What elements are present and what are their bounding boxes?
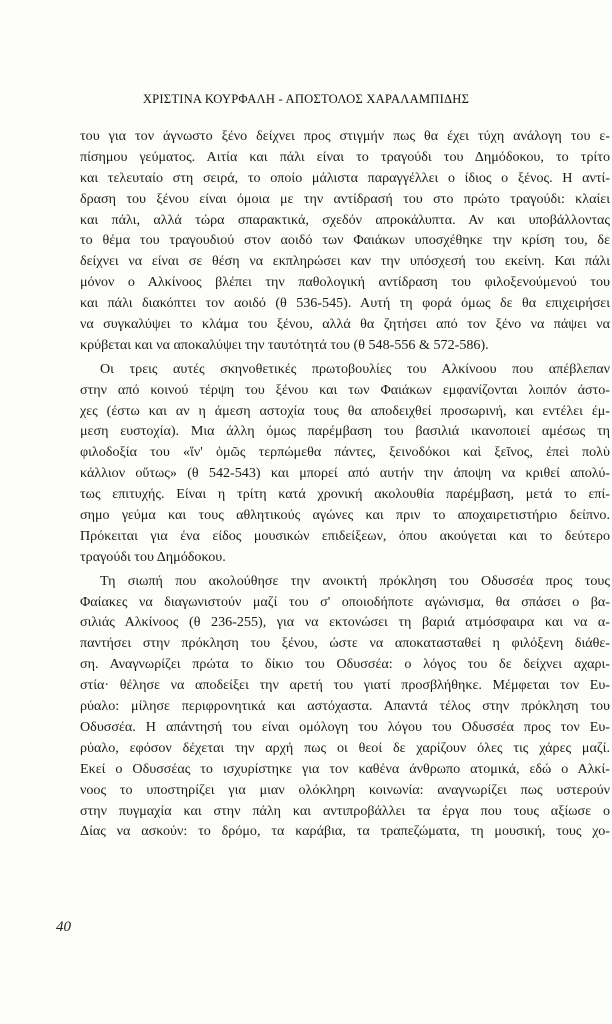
text-line: τως επιτυχής. Είναι η τρίτη κατά χρονική ακολουθία παρέμβαση, μετά το επί- [80, 486, 610, 503]
text-line: και τελευταίο στη σειρά, το οποίο μάλιστα παραγγέλλει ο ίδιος ο ξένος. Η αντί- [80, 169, 610, 186]
text-line: κρύβεται και να αποκαλύψει την ταυτότητά του (θ 548-556 & 572-586). [80, 336, 489, 353]
text-line: μεση ευστοχία). Μια άλλη όμως παρέμβαση του βασιλιά ικανοποιεί αμέσως τη [80, 423, 610, 440]
text-line: παντήσει στην πρόκληση του ξένου, ώστε να αποκατασταθεί η φιλόξενη διάθε- [80, 635, 610, 652]
text-line: κάλλιον οὕτως» (θ 542-543) και μπορεί από αυτήν την άποψη να κριθεί απολύ- [80, 465, 610, 482]
paragraph [80, 571, 610, 843]
text-line: δραση του ξένου είναι όμοια με την αντίδρασή του στο πρώτο τραγούδι: κλαίει [80, 190, 610, 207]
text-line: φιλοδοξία του «ἵν' ὁμῶς τερπώμεθα πάντες, ξεινοδόκοι καὶ ξεῖνος, ἐπεὶ πολὺ [80, 444, 610, 461]
text-line: Φαίακες να διαγωνιστούν μαζί του σ' οποιοδήποτε αγώνισμα, θα σπάσει ο βα- [80, 593, 610, 610]
text-line: στην πυγμαχία και στην πάλη και αντιπροβάλλει τα έργα που τους αξίωσε ο [80, 802, 610, 819]
paragraph [80, 359, 610, 568]
text-line: του για τον άγνωστο ξένο δείχνει προς στιγμήν πως θα έχει τύχη ανάλογη του ε- [80, 128, 610, 144]
text-line: στην από κοινού τέρψη του ξένου και των Φαιάκων εμφανίζονται λοιπόν άστο- [80, 381, 610, 398]
text-line: σημο γεύμα και τους αθλητικούς αγώνες και πριν το αποχαιρετιστήριο δείπνο. [80, 507, 610, 524]
page-number: 40 [56, 919, 71, 935]
text-line: νοος το υποστηρίζει για μιαν ολόκληρη κοινωνία: αναγνωρίζει πως υστερούν [80, 781, 610, 798]
text-line: και πάλι διακόπτει τον αοιδό (θ 536-545). Αυτή τη φορά όμως δε θα επιχειρήσει [80, 295, 610, 312]
text-line: να συγκαλύψει το κλάμα του ξένου, αλλά θα ζητήσει από τον ξένο να πάψει να [80, 316, 610, 333]
body-text [80, 126, 610, 842]
text-line: ρύαλο: μίλησε περιφρονητικά και αστόχαστα. Απαντά τέλος στην πρόκληση του [80, 698, 610, 715]
text-line: Πρόκειται για ένα είδος μουσικών επιδείξεων, όπου ακούγεται και το δεύτερο [80, 527, 610, 544]
paragraph [80, 126, 610, 356]
text-line: Οδυσσέα. Η απάντησή του είναι ομόλογη του λόγου του Οδυσσέα προς τον Ευ- [80, 718, 610, 735]
text-line: και πάλι, αλλά τώρα σπαρακτικά, σχεδόν απροκάλυπτα. Αν και υποβάλλοντας [80, 211, 610, 228]
text-line: το θέμα του τραγουδιού στον αοιδό των Φαιάκων υποσχέθηκε την κρίση του, δε [80, 232, 610, 249]
text-line: Εκεί ο Οδυσσέας το ισχυρίστηκε για τον καθένα άνθρωπο ατομικά, εδώ ο Αλκί- [80, 760, 610, 777]
text-line: χες (έστω και αν η άμεση αστοχία τους θα αποδειχθεί προσωρινή, και εντέλει έμ- [80, 402, 610, 419]
text-line: τραγούδι του Δημόδοκου. [80, 548, 226, 565]
text-line: στία· θέλησε να αποδείξει την αρετή του γιατί προσβλήθηκε. Μέμφεται τον Ευ- [80, 677, 610, 694]
text-line: σιλιάς Αλκίνοος (θ 236-255), για να εκτονώσει τη βαριά ατμόσφαιρα και να α- [80, 614, 610, 631]
text-line: ση. Αναγνωρίζει πρώτα το δίκιο του Οδυσσέα: ο λόγος του δε δείχνει αχαρι- [80, 656, 610, 673]
text-line: Τη σιωπή που ακολούθησε την ανοικτή πρόκληση του Οδυσσέα προς τους [100, 572, 610, 589]
text-line: μόνον ο Αλκίνοος βλέπει την παθολογική αντίδραση του φιλοξενούμενού του [80, 274, 610, 291]
text-line: Οι τρεις αυτές σκηνοθετικές πρωτοβουλίες του Αλκίνοου που απέβλεπαν [100, 360, 610, 377]
running-head: ΧΡΙΣΤΙΝΑ ΚΟΥΡΦΑΛΗ - ΑΠΟΣΤΟΛΟΣ ΧΑΡΑΛΑΜΠΙΔΗΣ [142, 92, 470, 106]
text-line: δείχνει να είναι σε θέση να εκπληρώσει καν την υπόσχεσή του εκείνη. Και πάλι [80, 253, 610, 270]
text-line: ρύαλο, εφόσον δέχεται την αρχή πως οι θεοί δε χαρίζουν όλες τις χάρες μαζί. [80, 739, 610, 756]
text-line: Δίας να ασκούν: το δρόμο, τα καράβια, τα τραπεζώματα, τη μουσική, τους χο- [80, 823, 610, 840]
text-line: πίσημου γεύματος. Αιτία και πάλι είναι το τραγούδι του Δημόδοκου, το τρίτο [80, 148, 610, 165]
